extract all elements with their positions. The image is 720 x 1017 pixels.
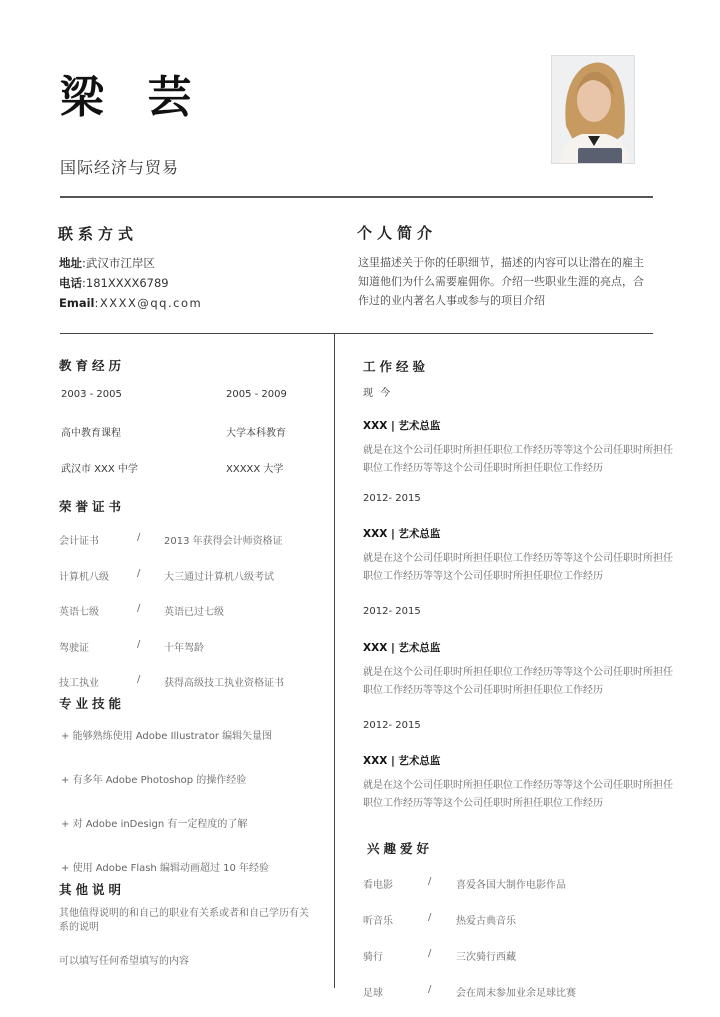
hobby-desc: 热爱古典音乐 xyxy=(456,916,516,927)
separator: / xyxy=(137,639,141,650)
job-period: 现 今 xyxy=(363,388,393,399)
skill-item xyxy=(61,771,246,786)
contact-phone xyxy=(59,273,202,293)
education-title: 教育经历 xyxy=(59,358,126,373)
separator: / xyxy=(137,568,141,579)
hobby-desc: 三次骑行西藏 xyxy=(456,952,516,963)
job-desc: 就是在这个公司任职时所担任职位工作经历等等这个公司任职时所担任职位工作经历等等这个公司任职时所担任职位工作经历 xyxy=(363,667,673,696)
candidate-name: 梁 芸 xyxy=(60,72,206,123)
section-divider xyxy=(60,333,653,334)
plus-icon: + xyxy=(61,775,70,786)
education-period-1: 2003 - 2005 xyxy=(61,389,122,400)
education-course-2: 大学本科教育 xyxy=(226,428,286,439)
hobby-item xyxy=(363,984,576,999)
honor-item xyxy=(59,639,204,654)
contact-phone-value: :181XXXX6789 xyxy=(82,276,169,290)
honor-item xyxy=(59,603,224,618)
intro-text: 这里描述关于你的任职细节，描述的内容可以让潜在的雇主知道他们为什么需要雇佣你。介绍一些职业生涯的亮点，合作过的业内著名人事或参与的项目介绍 xyxy=(358,256,644,307)
hobby-name: 足球 xyxy=(363,988,383,999)
intro-title: 个人简介 xyxy=(357,224,438,242)
skills-title: 专业技能 xyxy=(59,696,126,711)
honor-name: 技工执业 xyxy=(59,678,99,689)
plus-icon: + xyxy=(61,819,70,830)
contact-title: 联系方式 xyxy=(58,225,139,243)
other-paragraph-2: 可以填写任何希望填写的内容 xyxy=(59,956,189,967)
honor-item xyxy=(59,568,274,583)
other-paragraph-1: 其他值得说明的和自己的职业有关系或者和自己学历有关系的说明 xyxy=(59,908,309,933)
hobby-name: 听音乐 xyxy=(363,916,393,927)
separator: / xyxy=(137,674,141,685)
separator: / xyxy=(137,603,141,614)
honor-name: 会计证书 xyxy=(59,536,99,547)
plus-icon: + xyxy=(61,731,70,742)
contact-address xyxy=(59,253,202,273)
honor-item xyxy=(59,674,284,689)
hobby-desc: 会在周末参加业余足球比赛 xyxy=(456,988,576,999)
portrait-image-icon xyxy=(552,56,635,164)
skill-item xyxy=(61,727,272,742)
honor-desc: 获得高级技工执业资格证书 xyxy=(164,678,284,689)
honor-item xyxy=(59,532,283,547)
contact-email-value: :XXXX@qq.com xyxy=(94,296,203,310)
honor-desc: 英语已过七级 xyxy=(164,607,224,618)
contact-address-value: :武汉市江岸区 xyxy=(82,256,155,270)
honor-desc: 大三通过计算机八级考试 xyxy=(164,572,274,583)
portrait-photo xyxy=(551,55,635,164)
job-title: XXX | 艺术总监 xyxy=(363,642,441,654)
job-desc: 就是在这个公司任职时所担任职位工作经历等等这个公司任职时所担任职位工作经历等等这个公司任职时所担任职位工作经历 xyxy=(363,780,673,809)
contact-list xyxy=(59,253,202,313)
hobby-desc: 喜爱各国大制作电影作品 xyxy=(456,880,566,891)
skill-text: 对 Adobe inDesign 有一定程度的了解 xyxy=(72,819,248,830)
job-period: 2012- 2015 xyxy=(363,606,421,617)
honor-name: 驾驶证 xyxy=(59,643,89,654)
job-title: XXX | 艺术总监 xyxy=(363,528,441,540)
work-title: 工作经验 xyxy=(363,359,430,374)
job-period: 2012- 2015 xyxy=(363,493,421,504)
skill-item xyxy=(61,815,247,830)
separator: / xyxy=(428,948,432,959)
education-school-2: XXXXX 大学 xyxy=(226,464,284,475)
separator: / xyxy=(137,532,141,543)
skill-item xyxy=(61,859,269,874)
hobbies-title: 兴趣爱好 xyxy=(367,841,434,856)
other-title: 其他说明 xyxy=(59,882,126,897)
skill-text: 能够熟练使用 Adobe Illustrator 编辑矢量图 xyxy=(72,731,273,742)
honors-title: 荣誉证书 xyxy=(59,499,126,514)
contact-email-label: Email xyxy=(59,296,95,310)
hobby-name: 骑行 xyxy=(363,952,383,963)
hobby-item xyxy=(363,876,566,891)
honor-name: 计算机八级 xyxy=(59,572,109,583)
header-divider xyxy=(60,196,653,198)
skill-text: 使用 Adobe Flash 编辑动画超过 10 年经验 xyxy=(72,863,270,874)
contact-phone-label: 电话 xyxy=(59,276,82,290)
job-period: 2012- 2015 xyxy=(363,720,421,731)
contact-address-label: 地址 xyxy=(59,256,82,270)
job-desc: 就是在这个公司任职时所担任职位工作经历等等这个公司任职时所担任职位工作经历等等这个公司任职时所担任职位工作经历 xyxy=(363,553,673,582)
honor-desc: 十年驾龄 xyxy=(164,643,204,654)
job-title: XXX | 艺术总监 xyxy=(363,755,441,767)
hobby-item xyxy=(363,912,516,927)
education-period-2: 2005 - 2009 xyxy=(226,389,287,400)
honor-desc: 2013 年获得会计师资格证 xyxy=(164,536,283,547)
skill-text: 有多年 Adobe Photoshop 的操作经验 xyxy=(72,775,247,786)
job-desc: 就是在这个公司任职时所担任职位工作经历等等这个公司任职时所担任职位工作经历等等这个公司任职时所担任职位工作经历 xyxy=(363,445,673,474)
plus-icon: + xyxy=(61,863,70,874)
honor-name: 英语七级 xyxy=(59,607,99,618)
education-course-1: 高中教育课程 xyxy=(61,428,121,439)
candidate-major: 国际经济与贸易 xyxy=(60,158,180,177)
hobby-item xyxy=(363,948,516,963)
hobby-name: 看电影 xyxy=(363,880,393,891)
separator: / xyxy=(428,912,432,923)
column-divider xyxy=(334,333,335,988)
contact-email xyxy=(59,293,202,313)
separator: / xyxy=(428,984,432,995)
education-school-1: 武汉市 XXX 中学 xyxy=(61,464,138,475)
separator: / xyxy=(428,876,432,887)
job-title: XXX | 艺术总监 xyxy=(363,420,441,432)
